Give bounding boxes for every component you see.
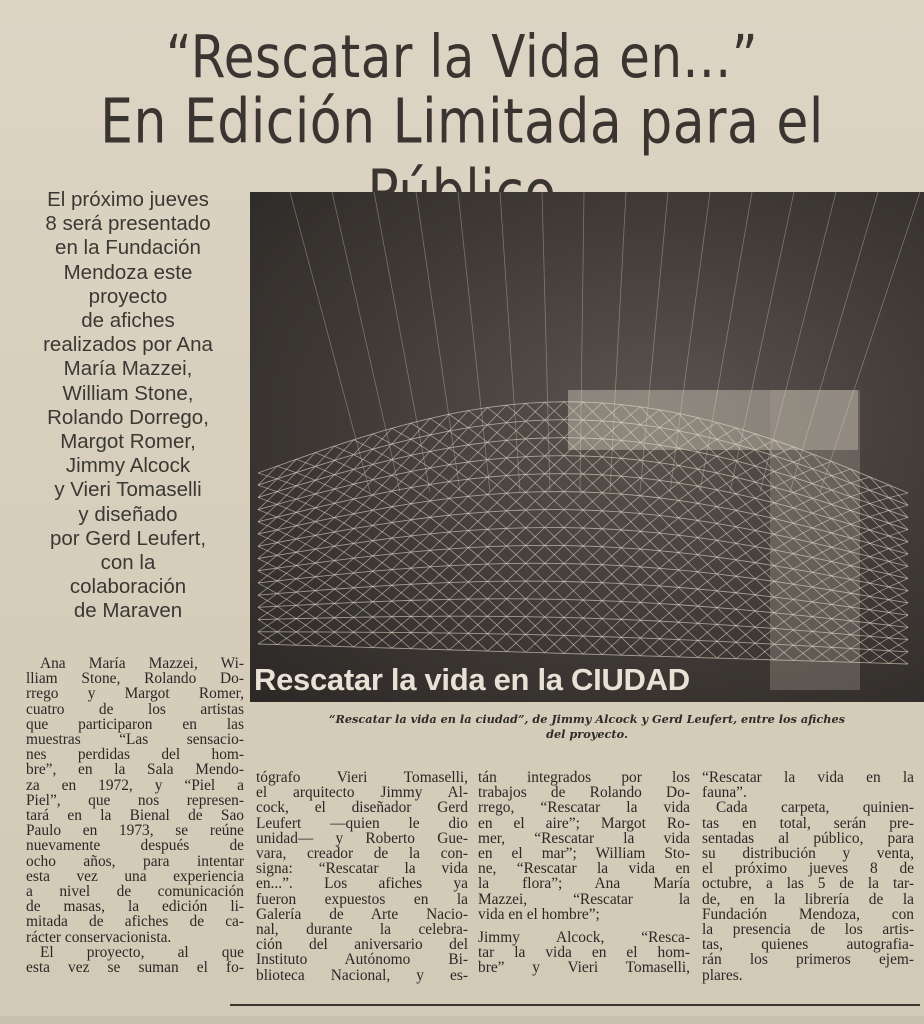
intro-line: Mendoza este	[63, 260, 193, 284]
article-column-2	[256, 770, 468, 983]
intro-line: Rolando Dorrego,	[47, 405, 209, 429]
bottom-rule	[230, 1004, 920, 1006]
text-line: El proyecto, al que	[40, 943, 244, 961]
article-column-3	[478, 770, 690, 976]
text-line: rácter conservacionista.	[26, 928, 172, 946]
text-line: de masas, la edición li-	[26, 898, 244, 916]
text-line: a nivel de comunicación	[26, 883, 244, 901]
poster-title: Rescatar la vida en la CIUDAD	[254, 662, 690, 697]
text-line: fauna”.	[702, 784, 747, 802]
text-line: bre”, en la Sala Mendo-	[26, 761, 244, 779]
text-line: ne, “Rescatar la vida en	[478, 860, 690, 878]
text-line: signa: “Rescatar la vida	[256, 860, 468, 878]
intro-line: con la	[100, 551, 156, 575]
text-line: nes perdidas del hom-	[26, 746, 244, 764]
intro-line: Jimmy Alcock	[65, 454, 191, 478]
text-line: Galería de Arte Nacio-	[256, 905, 468, 923]
text-line: su distribución y venta,	[702, 845, 914, 863]
text-line: la flora”; Ana María	[478, 875, 690, 893]
text-line: tará en la Bienal de Sao	[26, 807, 244, 825]
intro-line: proyecto	[88, 284, 168, 308]
text-line: el próximo jueves 8 de	[702, 860, 914, 878]
intro-line: realizados por Ana	[43, 333, 213, 357]
text-line: tas en total, serán pre-	[702, 814, 914, 832]
intro-line: 8 será presentado	[45, 212, 211, 236]
text-line: el arquitecto Jimmy Al-	[256, 784, 468, 802]
caption-line-1: “Rescatar la vida en la ciudad”, de Jimmy Alcock y Gerd Leufert, entre los afiches	[328, 712, 846, 726]
text-line: Paulo en 1973, se reúne	[26, 822, 244, 840]
intro-line: William Stone,	[62, 381, 194, 405]
article-column-1	[26, 656, 244, 975]
text-line: fueron expuestos en la	[256, 890, 468, 908]
poster-photo	[250, 192, 924, 702]
text-line: nuevamente después de	[26, 837, 244, 855]
text-line: nal, durante la celebra-	[256, 921, 468, 939]
text-line: esta vez una experiencia	[26, 867, 244, 885]
text-line: bre” y Vieri Tomaselli,	[478, 959, 690, 977]
text-line: ocho años, para intentar	[26, 852, 244, 870]
text-line: Jimmy Alcock, “Resca-	[478, 929, 690, 947]
text-line: trabajos de Rolando Do-	[478, 784, 690, 802]
text-line: mer, “Rescatar la vida	[478, 829, 690, 847]
text-line: Cada carpeta, quinien-	[716, 799, 914, 817]
text-line: cuatro de los artistas	[26, 700, 244, 718]
text-line: za en 1972, y “Piel a	[26, 776, 244, 794]
text-line: la presencia de los artis-	[702, 921, 914, 939]
headline-line-1: “Rescatar la Vida en...”	[165, 22, 759, 92]
intro-line: por Gerd Leufert,	[49, 526, 207, 550]
intro-blurb	[22, 188, 234, 624]
text-line: blioteca Nacional, y es-	[256, 966, 468, 984]
intro-line: y Vieri Tomaselli	[54, 478, 202, 502]
text-line: de, en la librería de la	[702, 890, 914, 908]
text-line: rán los primeros ejem-	[702, 951, 914, 969]
text-line: vida en el hombre”;	[478, 905, 600, 923]
text-line: tar la vida en el hom-	[478, 944, 690, 962]
text-line: Fundación Mendoza, con	[702, 905, 914, 923]
text-line: rrego, “Rescatar la vida	[478, 799, 690, 817]
intro-line: y diseñado	[78, 502, 178, 526]
intro-line: María Mazzei,	[63, 357, 193, 381]
text-line: sentadas al público, para	[702, 829, 914, 847]
headline-line-2: En Edición Limitada para el	[100, 87, 824, 158]
caption-line-2: del proyecto.	[546, 727, 628, 741]
clipping-edge	[0, 1016, 924, 1024]
text-line: ción del aniversario del	[256, 936, 468, 954]
article-column-4	[702, 770, 914, 983]
intro-line: El próximo jueves	[47, 188, 209, 211]
intro-line: de Maraven	[73, 599, 183, 623]
intro-line: en la Fundación	[55, 236, 201, 260]
text-line: Piel”, que nos represen-	[26, 791, 244, 809]
text-line: Ana María Mazzei, Wi-	[40, 655, 244, 672]
text-line: en...”. Los afiches ya	[256, 875, 468, 893]
text-line: Mazzei, “Rescatar la	[478, 890, 690, 908]
text-line: muestras “Las sensacio-	[26, 731, 244, 749]
text-line: Leufert —quien le dio	[256, 814, 468, 832]
text-line: tas, quienes autografia-	[702, 936, 914, 954]
mesh-artwork	[250, 192, 924, 702]
text-line: vara, creador de la con-	[256, 845, 468, 863]
text-line: octubre, a las 5 de la tar-	[702, 875, 914, 893]
text-line: Instituto Autónomo Bi-	[256, 951, 468, 969]
text-line: en el aire”; Margot Ro-	[478, 814, 690, 832]
intro-line: Margot Romer,	[60, 430, 196, 454]
text-line: unidad— y Roberto Gue-	[256, 829, 468, 847]
text-line: cock, el diseñador Gerd	[256, 799, 468, 817]
text-line: lliam Stone, Rolando Do-	[26, 670, 244, 688]
photo-caption	[276, 712, 898, 742]
text-line: tán integrados por los	[478, 769, 690, 786]
text-line: rrego y Margot Romer,	[26, 685, 244, 703]
text-line: que participaron en las	[26, 715, 244, 733]
intro-line: de afiches	[81, 309, 175, 333]
text-line: esta vez se suman el fo-	[26, 959, 244, 977]
text-line: plares.	[702, 966, 743, 984]
text-line: tógrafo Vieri Tomaselli,	[256, 769, 468, 786]
text-line: mitada de afiches de ca-	[26, 913, 244, 931]
intro-line: colaboración	[69, 575, 187, 599]
text-line: en el mar”; William Sto-	[478, 845, 690, 863]
text-line: “Rescatar la vida en la	[702, 769, 914, 786]
